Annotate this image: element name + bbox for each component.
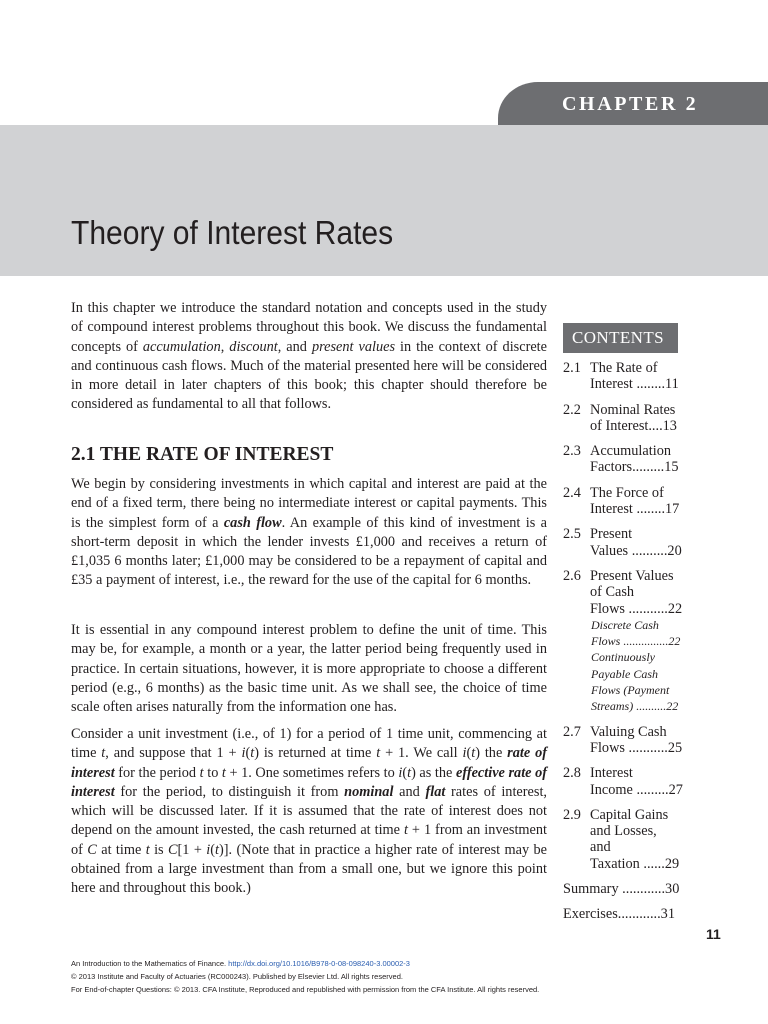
toc-text: Capital Gains [590, 806, 669, 823]
table-of-contents [563, 360, 695, 932]
toc-item-2-8[interactable] [563, 765, 695, 798]
toc-item-2-1[interactable] [563, 360, 695, 393]
toc-text: Nominal Rates [590, 401, 676, 418]
toc-item-2-3[interactable] [563, 443, 695, 476]
toc-text: of Cash [590, 584, 635, 601]
toc-text: The Force of [590, 484, 664, 501]
paragraph-2: It is essential in any compound interest problem to define the unit of time. This may be, for example, a month or a year, the latter period being frequently used in practice. In certain situations, however, it is more appropriate to choose a different period (e.g., 6 months) as the basic time unit. As we shall see, the choice of time scale often arises naturally from the information one has. [71, 622, 547, 716]
toc-text: and [590, 839, 611, 856]
toc-text: and Losses, [590, 823, 657, 840]
toc-text: Present Values [590, 567, 674, 584]
toc-text: Taxation ......29 [590, 855, 680, 872]
footer-permission: For End-of-chapter Questions: © 2013. CFA Institute, Reproduced and republished with permission from the CFA Institute. All rights reserved. [71, 985, 540, 994]
footer-citation: An Introduction to the Mathematics of Finance. http://dx.doi.org/10.1016/B978-0-08-098240-3.00002-3 [71, 959, 410, 968]
toc-text: Interest ........17 [590, 501, 680, 518]
toc-number: 2.4 [563, 484, 581, 501]
toc-item-2-5[interactable] [563, 526, 695, 559]
toc-item-2-9[interactable] [563, 807, 695, 872]
toc-text: Factors.........15 [590, 459, 679, 476]
toc-number: 2.8 [563, 765, 581, 782]
paragraph-1: We begin by considering investments in which capital and interest are paid at the end of a fixed term, there being no intermediate interest or capital payments. This is the simplest form of a cash flow. An example of this kind of investment is a short-term deposit in which the lender invests £1,000 and receives a return of £1,035 6 months later; £1,000 may be considered to be a repayment of capital and £35 a payment of interest, i.e., the reward for the use of the capital for 6 months. [71, 476, 547, 589]
toc-text: Values ..........20 [590, 542, 682, 559]
toc-number: 2.5 [563, 526, 581, 543]
toc-subitem-text: Flows ...............22 [591, 634, 681, 649]
section-heading: 2.1 THE RATE OF INTEREST [71, 444, 334, 465]
toc-subitem-text: Discrete Cash [591, 617, 659, 632]
doi-link[interactable]: http://dx.doi.org/10.1016/B978-0-08-098240-3.00002-3 [228, 959, 410, 968]
intro-paragraph: In this chapter we introduce the standard notation and concepts used in the study of compound interest problems throughout this book. We discuss the fundamental concepts of accumulation, discount, and present values in the context of discrete and continuous cash flows. Much of the material presented here will be considered in more detail in later chapters of this book; this chapter should therefore be considered as fundamental to all that follows. [71, 300, 548, 413]
toc-exercises[interactable]: Exercises............31 [563, 906, 675, 923]
toc-subitem-text: Flows (Payment [591, 683, 670, 698]
toc-text: Flows ...........22 [590, 600, 683, 617]
toc-subitem-text: Streams) ..........22 [591, 699, 679, 714]
toc-item-2-7[interactable] [563, 724, 695, 757]
contents-label: CONTENTS [572, 328, 664, 347]
toc-item-2-6[interactable] [563, 568, 695, 617]
chapter-title: Theory of Interest Rates [71, 214, 394, 251]
chapter-label: CHAPTER 2 [562, 93, 699, 115]
toc-summary[interactable]: Summary ............30 [563, 881, 680, 898]
toc-item-2-2[interactable] [563, 402, 695, 435]
toc-subitem-text: Payable Cash [591, 666, 658, 681]
toc-text: Flows ...........25 [590, 739, 683, 756]
toc-item-2-4[interactable] [563, 485, 695, 518]
toc-text: The Rate of [590, 360, 658, 376]
toc-number: 2.3 [563, 443, 581, 460]
toc-subitem-text: Continuously [591, 650, 656, 665]
toc-number: 2.2 [563, 401, 581, 418]
toc-subitems[interactable] [563, 617, 695, 715]
paragraph-3: Consider a unit investment (i.e., of 1) for a period of 1 time unit, commencing at time t, and suppose that 1 + i(t) is returned at time t + 1. We call i(t) the rate of interest for the period t to t + 1. One sometimes refers to i(t) as the effective rate of interest for the period, to distinguish it from nominal and flat rates of interest, which will be discussed later. If it is assumed that the rate of interest does not depend on the amount invested, the cash returned at time t + 1 from an investment of C at time t is C[1 + i(t)]. (Note that in practice a higher rate of interest may be obtained from a large investment than from a small one, but we ignore this point here and throughout this book.) [71, 726, 548, 897]
footer [71, 957, 539, 996]
toc-text: Interest ........11 [590, 376, 679, 393]
title-band [0, 125, 768, 276]
toc-text: Income .........27 [590, 781, 683, 798]
toc-text: of Interest....13 [590, 417, 677, 434]
toc-text: Interest [590, 765, 633, 782]
footer-copyright: © 2013 Institute and Faculty of Actuaries (RC000243). Published by Elsevier Ltd. All rights reserved. [71, 972, 403, 981]
toc-number: 2.6 [563, 567, 581, 584]
page-number: 11 [706, 926, 721, 942]
toc-number: 2.1 [563, 360, 581, 376]
toc-number: 2.9 [563, 806, 581, 823]
toc-text: Present [590, 526, 633, 543]
toc-text: Accumulation [590, 443, 671, 460]
toc-text: Valuing Cash [590, 723, 667, 740]
toc-number: 2.7 [563, 723, 581, 740]
